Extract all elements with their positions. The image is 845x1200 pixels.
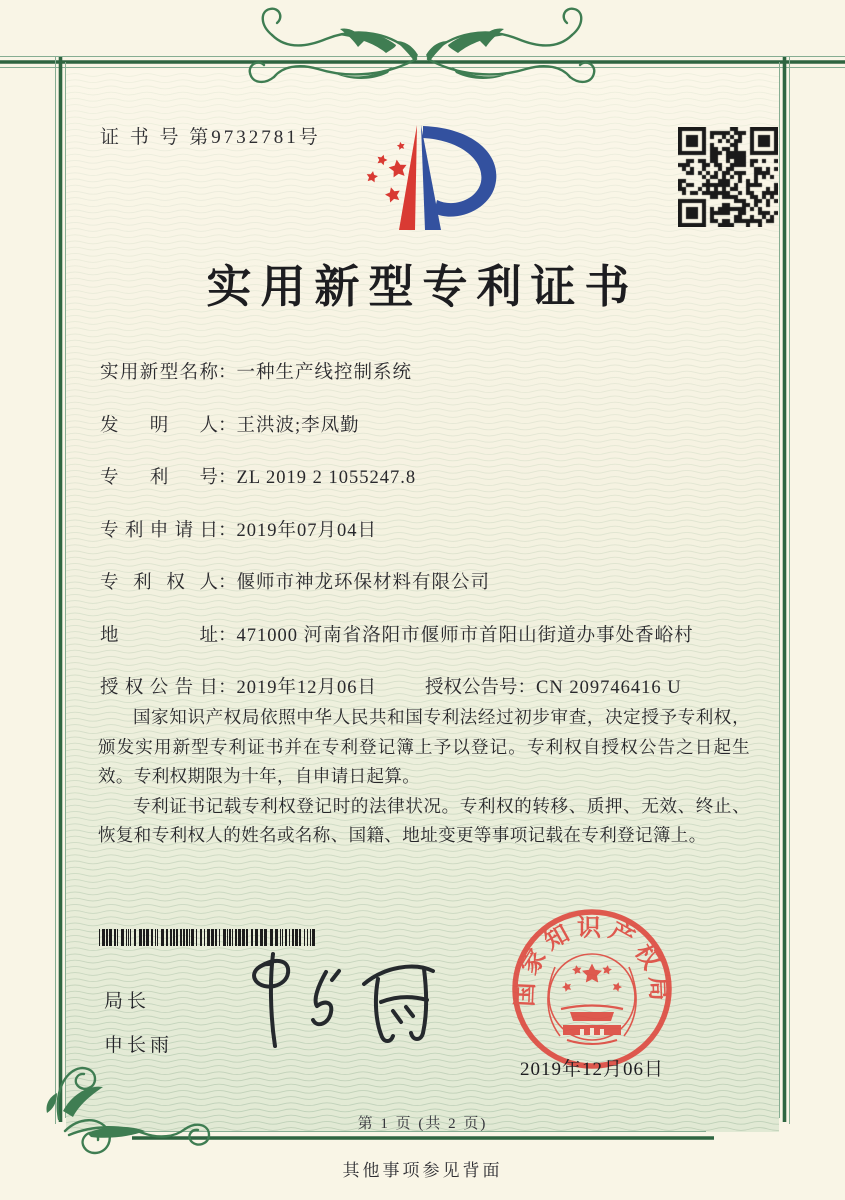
- field-value: 2019年07月04日: [236, 521, 378, 541]
- seal-text: 国家知识产权局: [512, 915, 672, 1008]
- barcode-bar: [191, 929, 194, 946]
- barcode-bar: [275, 929, 278, 946]
- barcode-bar: [223, 929, 226, 946]
- certificate-number: 证 书 号 第9732781号: [100, 127, 321, 148]
- barcode-bar: [126, 929, 127, 946]
- field-label: 专利权人: [100, 573, 218, 593]
- commissioner-name: 申长雨: [104, 1035, 174, 1056]
- barcode-bar: [189, 929, 190, 946]
- barcode-bar: [299, 929, 301, 946]
- legal-paragraph-1: 国家知识产权局依照中华人民共和国专利法经过初步审查，决定授予专利权，颁发实用新型专利证书并在专利登记簿上予以登记。专利权自授权公告之日起生效。专利权期限为十年，自申请日起算。: [98, 707, 750, 786]
- field-label: 发明人: [100, 416, 218, 436]
- logo-red-wedge: [399, 125, 417, 230]
- barcode-bar: [186, 929, 188, 946]
- cnipa-logo-icon: [338, 120, 508, 235]
- barcode-bar: [227, 929, 228, 946]
- barcode-bar: [270, 929, 273, 946]
- field-value: 偃师市神龙环保材料有限公司: [236, 573, 491, 593]
- barcode-bar: [130, 929, 131, 946]
- barcode-bar: [200, 929, 202, 946]
- field-label: 实用新型名称: [100, 363, 218, 383]
- barcode-icon: [99, 929, 321, 946]
- barcode-bar: [282, 929, 283, 946]
- barcode-bar: [207, 929, 210, 946]
- colon: ：: [218, 363, 237, 383]
- field-label: 专利申请日: [100, 521, 218, 541]
- barcode-bar: [292, 929, 294, 946]
- field-value: 一种生产线控制系统: [236, 363, 413, 383]
- grant-date-label: 授权公告日: [100, 678, 218, 698]
- colon: ：: [218, 521, 237, 541]
- colon: ：: [218, 573, 237, 593]
- barcode-bar: [285, 929, 287, 946]
- colon: ：: [218, 416, 237, 436]
- barcode-bar: [229, 929, 231, 946]
- field-label: 地址: [100, 626, 218, 646]
- barcode-bar: [180, 929, 182, 946]
- barcode-bar: [106, 929, 108, 946]
- field-row-patentee: [100, 568, 780, 594]
- barcode-bar: [157, 929, 158, 946]
- barcode-bar: [99, 929, 100, 946]
- page-number: 第 1 页 (共 2 页): [357, 1116, 488, 1132]
- barcode-bar: [204, 929, 205, 946]
- barcode-bar: [161, 929, 164, 946]
- barcode-bar: [114, 929, 116, 946]
- colon: ：: [218, 468, 237, 488]
- legal-text: [98, 703, 750, 851]
- colon: ：: [218, 626, 237, 646]
- barcode-bar: [170, 929, 172, 946]
- barcode-bar: [146, 929, 149, 946]
- barcode-bar: [215, 929, 217, 946]
- barcode-bar: [251, 929, 253, 946]
- barcode-bar: [232, 929, 233, 946]
- qr-code-icon: [678, 127, 778, 227]
- barcode-bar: [219, 929, 220, 946]
- grant-date-value: 2019年12月06日: [236, 678, 378, 698]
- signature-icon: [228, 948, 446, 1060]
- barcode-bar: [155, 929, 156, 946]
- colon: ：: [218, 678, 237, 698]
- legal-paragraph-2: 专利证书记载专利权登记时的法律状况。专利权的转移、质押、无效、终止、恢复和专利权人的姓名或名称、国籍、地址变更等事项记载在专利登记簿上。: [98, 795, 750, 845]
- barcode-bar: [134, 929, 136, 946]
- grant-number-group: [425, 673, 682, 699]
- grant-number-label: 授权公告号: [425, 678, 518, 698]
- field-value: 471000 河南省洛阳市偃师市首阳山街道办事处香峪村: [236, 626, 694, 646]
- barcode-bar: [176, 929, 178, 946]
- barcode-bar: [280, 929, 281, 946]
- barcode-bar: [183, 929, 185, 946]
- barcode-bar: [307, 929, 308, 946]
- barcode-bar: [102, 929, 105, 946]
- field-row-filing-date: [100, 516, 780, 542]
- barcode-bar: [109, 929, 112, 946]
- logo-stars: [366, 141, 408, 203]
- barcode-bar: [255, 929, 258, 946]
- field-label: 专利号: [100, 468, 218, 488]
- barcode-bar: [310, 929, 311, 946]
- barcode-bar: [304, 929, 305, 946]
- field-row-name: [100, 358, 780, 384]
- top-flourish-ornament: [250, 9, 595, 82]
- barcode-bar: [295, 929, 298, 946]
- colon: ：: [517, 678, 537, 698]
- barcode-bar: [238, 929, 241, 946]
- field-value: ZL 2019 2 1055247.8: [236, 468, 417, 488]
- bottom-left-corner-ornament: [46, 1068, 209, 1153]
- field-row-patent-number: [100, 463, 780, 489]
- seal-date: 2019年12月06日: [519, 1059, 664, 1080]
- barcode-bar: [143, 929, 145, 946]
- back-side-note: 其他事项参见背面: [342, 1161, 503, 1180]
- barcode-bar: [246, 929, 248, 946]
- barcode-bar: [128, 929, 129, 946]
- barcode-bar: [173, 929, 175, 946]
- field-row-inventor: [100, 411, 780, 437]
- barcode-bar: [289, 929, 290, 946]
- barcode-bar: [312, 929, 315, 946]
- barcode-bar: [260, 929, 263, 946]
- barcode-bar: [139, 929, 142, 946]
- barcode-bar: [121, 929, 124, 946]
- barcode-bar: [211, 929, 214, 946]
- field-value: 王洪波;李凤勤: [236, 416, 360, 436]
- grant-number-value: CN 209746416 U: [536, 678, 682, 698]
- certificate-title: 实用新型专利证书: [206, 262, 639, 312]
- national-emblem: [548, 954, 636, 1044]
- barcode-bar: [117, 929, 118, 946]
- svg-text:国家知识产权局: [511, 914, 672, 1007]
- barcode-bar: [242, 929, 245, 946]
- field-row-address: [100, 621, 780, 647]
- commissioner-role-label: 局长: [104, 991, 151, 1012]
- barcode-bar: [196, 929, 197, 946]
- field-row-grant: [100, 673, 780, 699]
- barcode-bar: [264, 929, 267, 946]
- barcode-bar: [166, 929, 168, 946]
- barcode-bar: [151, 929, 153, 946]
- barcode-bar: [235, 929, 237, 946]
